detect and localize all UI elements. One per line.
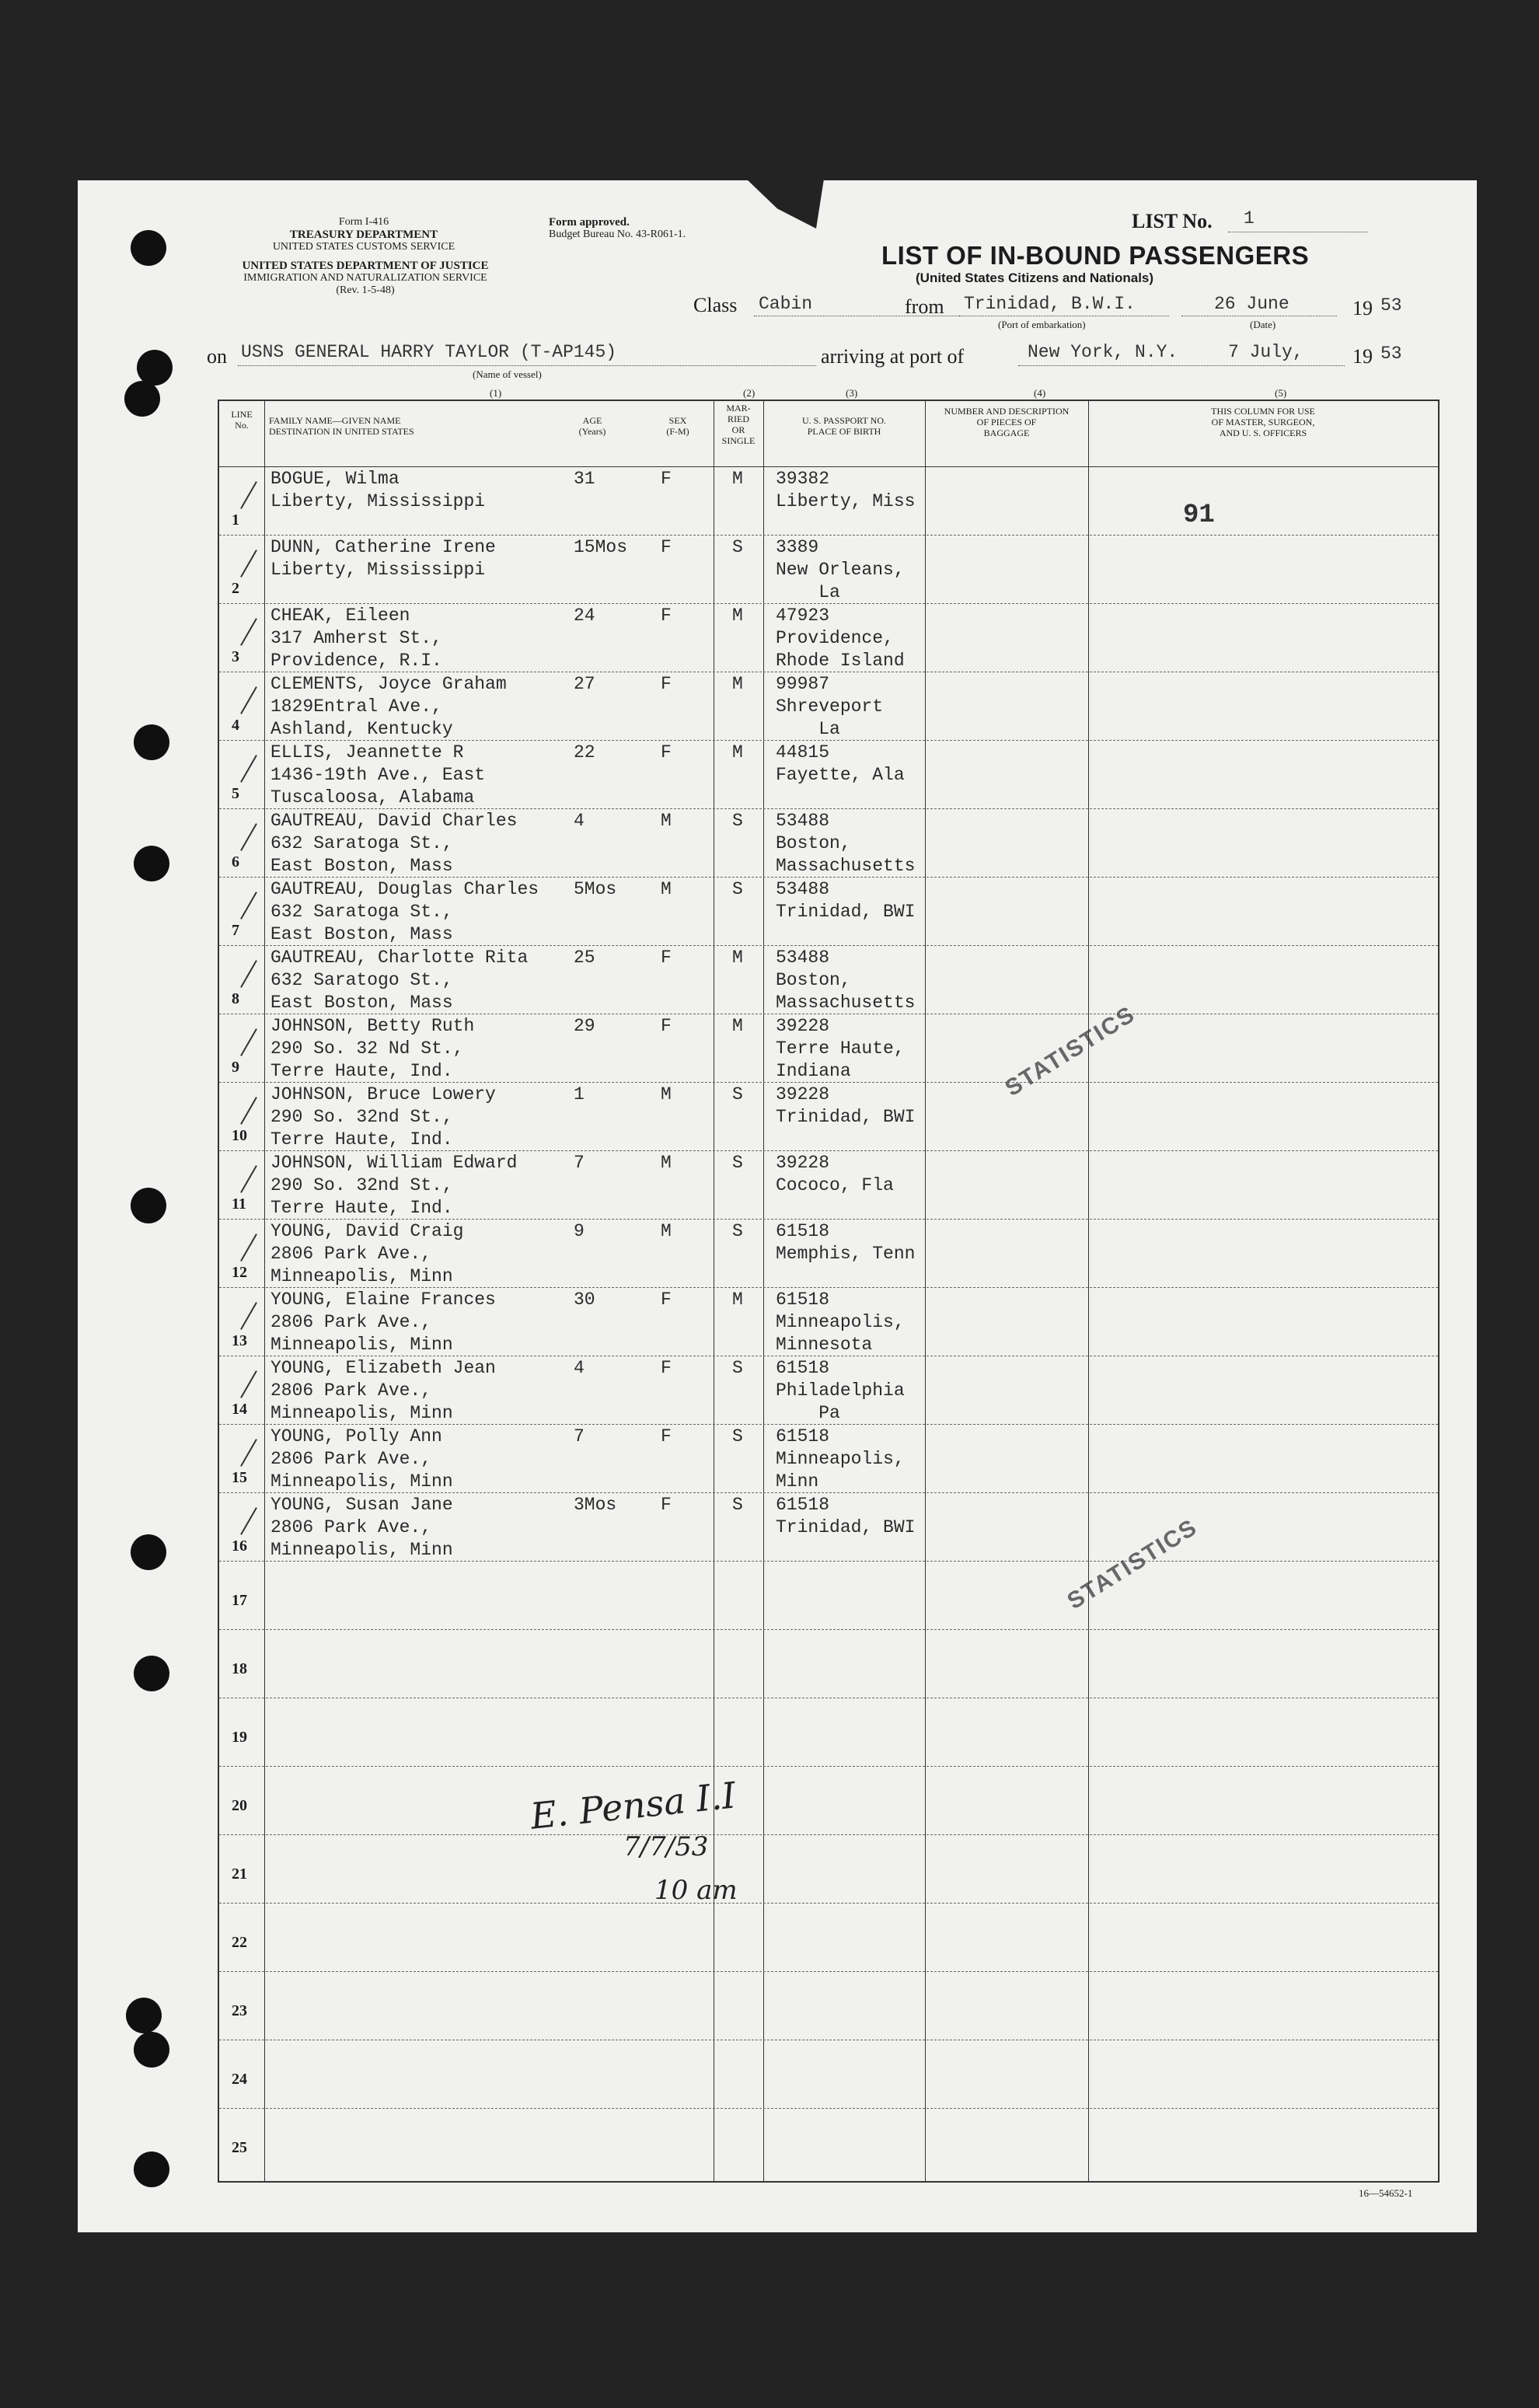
signature-time: 10 am: [654, 1875, 738, 1906]
checkmark: [240, 755, 257, 783]
punch-hole: [126, 1998, 162, 2033]
passenger-name-destination: CLEMENTS, Joyce Graham 1829Entral Ave., Ashland, Kentucky: [270, 674, 507, 739]
col-married: MAR- RIED OR SINGLE: [721, 403, 756, 446]
passenger-sex: F: [661, 1016, 672, 1036]
punch-hole: [134, 846, 169, 881]
vessel-name: USNS GENERAL HARRY TAYLOR (T-AP145): [241, 342, 617, 362]
passenger-sex: M: [661, 811, 672, 831]
line-number: 12: [232, 1264, 247, 1281]
passenger-age: 3Mos: [574, 1495, 617, 1515]
passenger-sex: M: [661, 1153, 672, 1173]
passenger-passport-birthplace: 39228 Trinidad, BWI: [776, 1084, 916, 1127]
passenger-name-destination: BOGUE, Wilma Liberty, Mississippi: [270, 469, 486, 511]
passenger-marital-status: S: [732, 1426, 743, 1447]
treasury-label: TREASURY DEPARTMENT: [289, 229, 438, 241]
col-line-no: LINE No.: [231, 409, 253, 431]
passenger-age: 24: [574, 605, 595, 626]
customs-label: UNITED STATES CUSTOMS SERVICE: [272, 241, 455, 253]
passenger-name-destination: JOHNSON, Betty Ruth 290 So. 32 Nd St., Terre Haute, Ind.: [270, 1016, 475, 1081]
passenger-marital-status: M: [732, 469, 743, 489]
col-no-5: (5): [1275, 387, 1287, 399]
passenger-sex: F: [661, 1358, 672, 1378]
passenger-marital-status: S: [732, 537, 743, 557]
passenger-name-destination: ELLIS, Jeannette R 1436-19th Ave., East Tuscaloosa, Alabama: [270, 742, 486, 808]
year-value-2: 53: [1380, 344, 1402, 364]
arrival-date: 7 July,: [1228, 342, 1303, 362]
budget-label: Budget Bureau No. 43-R061-1.: [549, 229, 686, 240]
col-age: AGE (Years): [578, 415, 606, 437]
passenger-sex: F: [661, 674, 672, 694]
inspector-signature: E. Pensa I.I: [528, 1774, 738, 1837]
page-subtitle: (United States Citizens and Nationals): [916, 270, 1154, 285]
signature-date: 7/7/53: [623, 1831, 709, 1862]
vessel-col-no: (1): [490, 387, 502, 399]
arrival-port: New York, N.Y.: [1028, 342, 1178, 362]
line-number: 14: [232, 1401, 247, 1418]
punch-hole: [137, 350, 173, 386]
passenger-age: 5Mos: [574, 879, 617, 899]
passenger-sex: F: [661, 1495, 672, 1515]
immigration-label: IMMIGRATION AND NATURALIZATION SERVICE: [243, 272, 487, 284]
punch-hole: [134, 2151, 169, 2187]
passenger-marital-status: M: [732, 742, 743, 763]
checkmark: [240, 1234, 257, 1262]
line-number: 13: [232, 1332, 247, 1349]
arriving-label: arriving at port of: [821, 345, 965, 368]
passenger-name-destination: DUNN, Catherine Irene Liberty, Mississippi: [270, 537, 496, 580]
passenger-passport-birthplace: 53488 Trinidad, BWI: [776, 879, 916, 922]
line-number: 24: [232, 2071, 247, 2088]
punch-hole: [131, 1534, 166, 1570]
passenger-passport-birthplace: 61518 Memphis, Tenn: [776, 1221, 916, 1264]
passenger-age: 25: [574, 947, 595, 968]
page-title: LIST OF IN-BOUND PASSENGERS: [881, 241, 1310, 270]
passenger-table: [218, 400, 1440, 2183]
col-no-2: (2): [743, 387, 756, 399]
col-no-3: (3): [846, 387, 858, 399]
line-number: 20: [232, 1797, 247, 1814]
line-number: 11: [232, 1195, 246, 1213]
passenger-name-destination: GAUTREAU, Charlotte Rita 632 Saratogo St., East Boston, Mass: [270, 947, 529, 1013]
class-label: Class: [693, 294, 738, 316]
col-name: FAMILY NAME—GIVEN NAME DESTINATION IN UNITED STATES: [269, 415, 414, 437]
passenger-passport-birthplace: 39228 Cococo, Fla: [776, 1153, 894, 1195]
year-value-1: 53: [1380, 295, 1402, 316]
passenger-marital-status: S: [732, 811, 743, 831]
passenger-sex: F: [661, 1290, 672, 1310]
line-number: 7: [232, 922, 239, 939]
passenger-marital-status: M: [732, 1290, 743, 1310]
passenger-passport-birthplace: 61518 Minneapolis, Minnesota: [776, 1290, 905, 1355]
form-footer-number: 16—54652-1: [1359, 2187, 1413, 2199]
passenger-sex: M: [661, 1084, 672, 1105]
list-no-value: 1: [1244, 208, 1255, 229]
passenger-name-destination: YOUNG, Polly Ann 2806 Park Ave., Minneapolis, Minn: [270, 1426, 453, 1492]
passenger-age: 4: [574, 811, 585, 831]
checkmark: [240, 618, 257, 646]
line-number: 6: [232, 853, 239, 871]
on-label: on: [207, 345, 227, 368]
torn-notch: [746, 179, 824, 229]
line-number: 22: [232, 1934, 247, 1951]
passenger-age: 9: [574, 1221, 585, 1241]
line-number: 25: [232, 2139, 247, 2156]
form-approved: [549, 216, 686, 241]
passenger-passport-birthplace: 99987 Shreveport La: [776, 674, 884, 739]
passenger-passport-birthplace: 61518 Minneapolis, Minn: [776, 1426, 905, 1492]
port-of-embarkation: Trinidad, B.W.I.: [964, 294, 1136, 314]
port-caption: (Port of embarkation): [998, 319, 1086, 330]
checkmark: [240, 1302, 257, 1330]
passenger-marital-status: M: [732, 674, 743, 694]
passenger-passport-birthplace: 47923 Providence, Rhode Island: [776, 605, 905, 671]
passenger-marital-status: S: [732, 1358, 743, 1378]
punch-hole: [134, 1656, 169, 1691]
form-header-left: [270, 216, 457, 253]
line-number: 19: [232, 1729, 247, 1746]
line-number: 15: [232, 1469, 247, 1486]
col-baggage: NUMBER AND DESCRIPTION OF PIECES OF BAGGAGE: [944, 406, 1070, 438]
passenger-age: 27: [574, 674, 595, 694]
passenger-marital-status: S: [732, 879, 743, 899]
embark-date: 26 June: [1214, 294, 1289, 314]
passenger-sex: F: [661, 605, 672, 626]
passenger-passport-birthplace: 53488 Boston, Massachusetts: [776, 947, 916, 1013]
checkmark: [240, 1097, 257, 1125]
passenger-name-destination: CHEAK, Eileen 317 Amherst St., Providence, R.I.: [270, 605, 442, 671]
line-number: 5: [232, 785, 239, 802]
from-label: from: [905, 295, 944, 318]
passenger-age: 15Mos: [574, 537, 628, 557]
line-number: 18: [232, 1660, 247, 1677]
line-number: 10: [232, 1127, 247, 1144]
passenger-passport-birthplace: 44815 Fayette, Ala: [776, 742, 905, 785]
passenger-age: 7: [574, 1426, 585, 1447]
rev-label: (Rev. 1-5-48): [336, 284, 395, 296]
passenger-age: 30: [574, 1290, 595, 1310]
passenger-name-destination: GAUTREAU, Douglas Charles 632 Saratoga St., East Boston, Mass: [270, 879, 539, 944]
checkmark: [240, 1028, 257, 1056]
checkmark: [240, 1507, 257, 1535]
passenger-passport-birthplace: 61518 Trinidad, BWI: [776, 1495, 916, 1537]
passenger-passport-birthplace: 39382 Liberty, Miss: [776, 469, 916, 511]
punch-hole: [134, 2032, 169, 2068]
passenger-marital-status: S: [732, 1495, 743, 1515]
passenger-age: 22: [574, 742, 595, 763]
passenger-marital-status: M: [732, 947, 743, 968]
line-number: 17: [232, 1592, 247, 1609]
col-sex: SEX (F-M): [666, 415, 689, 437]
passenger-sex: F: [661, 1426, 672, 1447]
date-caption: (Date): [1250, 319, 1276, 330]
justice-label: UNITED STATES DEPARTMENT OF JUSTICE: [242, 260, 489, 272]
passenger-name-destination: YOUNG, Elaine Frances 2806 Park Ave., Minneapolis, Minn: [270, 1290, 496, 1355]
passenger-sex: F: [661, 742, 672, 763]
passenger-marital-status: M: [732, 605, 743, 626]
passenger-age: 29: [574, 1016, 595, 1036]
checkmark: [240, 550, 257, 578]
passenger-sex: F: [661, 469, 672, 489]
line-number: 16: [232, 1537, 247, 1555]
col-passport: U. S. PASSPORT NO. PLACE OF BIRTH: [802, 415, 886, 437]
passenger-sex: F: [661, 537, 672, 557]
passenger-passport-birthplace: 39228 Terre Haute, Indiana: [776, 1016, 905, 1081]
passenger-marital-status: S: [732, 1153, 743, 1173]
line-number: 9: [232, 1059, 239, 1076]
year-prefix-2: 19: [1352, 345, 1373, 368]
line-number: 21: [232, 1865, 247, 1883]
passenger-name-destination: JOHNSON, Bruce Lowery 290 So. 32nd St., Terre Haute, Ind.: [270, 1084, 496, 1150]
passenger-name-destination: GAUTREAU, David Charles 632 Saratoga St., East Boston, Mass: [270, 811, 518, 876]
passenger-age: 31: [574, 469, 595, 489]
line-number: 2: [232, 580, 239, 597]
punch-hole: [131, 230, 166, 266]
col-officers: THIS COLUMN FOR USE OF MASTER, SURGEON, AND U. S. OFFICERS: [1211, 406, 1315, 438]
passenger-marital-status: S: [732, 1084, 743, 1105]
punch-hole: [124, 381, 160, 417]
checkmark: [240, 481, 257, 509]
checkmark: [240, 960, 257, 988]
line-number: 4: [232, 717, 239, 734]
passenger-name-destination: YOUNG, Elizabeth Jean 2806 Park Ave., Minneapolis, Minn: [270, 1358, 496, 1423]
passenger-name-destination: YOUNG, Susan Jane 2806 Park Ave., Minneapolis, Minn: [270, 1495, 453, 1560]
checkmark: [240, 686, 257, 714]
list-no-label: LIST No.: [1132, 210, 1213, 232]
passenger-marital-status: M: [732, 1016, 743, 1036]
passenger-passport-birthplace: 3389 New Orleans, La: [776, 537, 905, 602]
statistics-stamp-2: STATISTICS: [1063, 1514, 1202, 1615]
statistics-stamp-1: STATISTICS: [1000, 1001, 1140, 1102]
col-no-4: (4): [1034, 387, 1046, 399]
punch-hole: [131, 1188, 166, 1223]
approved-label: Form approved.: [549, 216, 630, 229]
class-value: Cabin: [759, 294, 813, 314]
year-prefix-1: 19: [1352, 297, 1373, 319]
line-number: 23: [232, 2002, 247, 2019]
punch-hole: [134, 724, 169, 760]
form-number: Form I-416: [338, 216, 389, 228]
checkmark: [240, 1370, 257, 1398]
checkmark: [240, 1165, 257, 1193]
line-number: 8: [232, 990, 239, 1007]
line-number: 1: [232, 511, 239, 529]
passenger-passport-birthplace: 61518 Philadelphia Pa: [776, 1358, 905, 1423]
passenger-marital-status: S: [732, 1221, 743, 1241]
passenger-age: 7: [574, 1153, 585, 1173]
passenger-sex: M: [661, 879, 672, 899]
passenger-sex: M: [661, 1221, 672, 1241]
passenger-name-destination: JOHNSON, William Edward 290 So. 32nd St., Terre Haute, Ind.: [270, 1153, 518, 1218]
officer-mark: 91: [1183, 501, 1215, 530]
checkmark: [240, 892, 257, 920]
form-header-justice: [202, 260, 529, 297]
line-number: 3: [232, 648, 239, 665]
vessel-caption: (Name of vessel): [473, 368, 542, 380]
passenger-list-sheet: [78, 180, 1477, 2232]
checkmark: [240, 823, 257, 851]
checkmark: [240, 1439, 257, 1467]
passenger-name-destination: YOUNG, David Craig 2806 Park Ave., Minneapolis, Minn: [270, 1221, 464, 1286]
passenger-sex: F: [661, 947, 672, 968]
passenger-age: 4: [574, 1358, 585, 1378]
passenger-age: 1: [574, 1084, 585, 1105]
passenger-passport-birthplace: 53488 Boston, Massachusetts: [776, 811, 916, 876]
